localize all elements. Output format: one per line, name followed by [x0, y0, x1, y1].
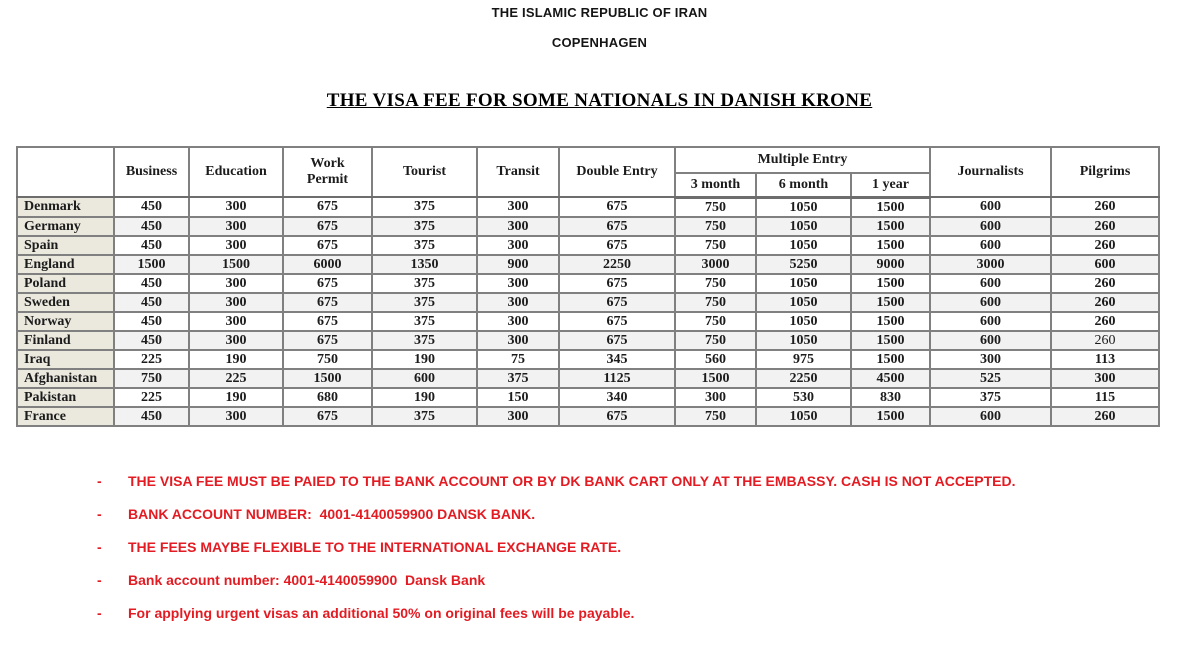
fee-cell: 450 [114, 293, 189, 312]
fee-cell: 450 [114, 331, 189, 350]
fee-cell: 1050 [756, 236, 851, 255]
fee-cell: 675 [283, 236, 372, 255]
fee-cell: 300 [189, 312, 283, 331]
note-text: BANK ACCOUNT NUMBER: 4001-4140059900 DANSK BANK. [128, 506, 536, 522]
fee-cell: 375 [372, 197, 477, 217]
table-row [17, 331, 1159, 350]
fee-cell: 530 [756, 388, 851, 407]
fee-cell: 1500 [189, 255, 283, 274]
fee-cell: 5250 [756, 255, 851, 274]
fee-cell: 300 [189, 331, 283, 350]
fee-cell: 750 [675, 236, 756, 255]
fee-cell: 300 [477, 197, 559, 217]
fee-cell: 190 [372, 350, 477, 369]
fee-cell: 1500 [851, 331, 930, 350]
country-cell: Sweden [17, 293, 114, 312]
country-cell: England [17, 255, 114, 274]
fee-cell: 260 [1051, 312, 1159, 331]
fee-cell: 1050 [756, 407, 851, 426]
fee-cell: 675 [559, 293, 675, 312]
fee-cell: 1500 [675, 369, 756, 388]
sub-header-6-month: 6 month [756, 173, 851, 197]
note-bank-account-lower [97, 572, 1016, 588]
table-row [17, 255, 1159, 274]
fee-cell: 3000 [675, 255, 756, 274]
fee-cell: 1125 [559, 369, 675, 388]
sub-header-1-year: 1 year [851, 173, 930, 197]
fee-cell: 375 [372, 274, 477, 293]
fee-cell: 1500 [851, 197, 930, 217]
fee-cell: 190 [189, 350, 283, 369]
fee-cell: 675 [283, 197, 372, 217]
fee-cell: 260 [1051, 197, 1159, 217]
fee-cell: 1500 [851, 407, 930, 426]
fee-cell: 300 [930, 350, 1051, 369]
fee-cell: 1050 [756, 312, 851, 331]
fee-cell: 300 [189, 197, 283, 217]
country-cell: Germany [17, 217, 114, 236]
col-header-journalists: Journalists [930, 147, 1051, 197]
fee-cell: 260 [1051, 331, 1159, 350]
fee-cell: 675 [559, 236, 675, 255]
fee-cell: 300 [189, 293, 283, 312]
fee-cell: 675 [559, 274, 675, 293]
note-bank-account-upper [97, 506, 1016, 522]
fee-cell: 750 [283, 350, 372, 369]
fee-cell: 830 [851, 388, 930, 407]
fee-cell: 225 [114, 388, 189, 407]
note-dash: - [97, 506, 102, 522]
fee-cell: 1050 [756, 274, 851, 293]
note-text: THE FEES MAYBE FLEXIBLE TO THE INTERNATIONAL EXCHANGE RATE. [128, 539, 622, 555]
col-header-work-permit [283, 147, 372, 197]
fee-cell: 560 [675, 350, 756, 369]
fee-cell: 600 [930, 274, 1051, 293]
corner-cell [17, 147, 114, 197]
work-permit-label: Work Permit [306, 155, 349, 187]
note-text: Bank account number: 4001-4140059900 Dansk Bank [128, 572, 486, 588]
fee-cell: 340 [559, 388, 675, 407]
table-row [17, 407, 1159, 426]
fee-cell: 1500 [283, 369, 372, 388]
fee-cell: 675 [559, 407, 675, 426]
fee-cell: 1500 [851, 350, 930, 369]
fee-cell: 300 [477, 293, 559, 312]
col-header-pilgrims: Pilgrims [1051, 147, 1159, 197]
country-cell: Pakistan [17, 388, 114, 407]
fee-cell: 600 [930, 312, 1051, 331]
visa-fee-table [16, 146, 1160, 427]
sub-header-3-month: 3 month [675, 173, 756, 197]
fee-cell: 375 [372, 312, 477, 331]
fee-cell: 675 [283, 407, 372, 426]
fee-cell: 375 [477, 369, 559, 388]
table-row [17, 312, 1159, 331]
fee-cell: 1050 [756, 217, 851, 236]
fee-cell: 260 [1051, 236, 1159, 255]
fee-cell: 675 [283, 331, 372, 350]
fee-cell: 300 [477, 236, 559, 255]
fee-cell: 225 [114, 350, 189, 369]
col-header-multiple-entry: Multiple Entry [675, 147, 930, 173]
note-text: For applying urgent visas an additional 50% on original fees will be payable. [128, 605, 635, 621]
fee-cell: 2250 [756, 369, 851, 388]
fee-cell: 300 [477, 407, 559, 426]
country-cell: Spain [17, 236, 114, 255]
fee-cell: 675 [283, 293, 372, 312]
table-row [17, 369, 1159, 388]
country-cell: Norway [17, 312, 114, 331]
fee-cell: 300 [675, 388, 756, 407]
fee-cell: 260 [1051, 293, 1159, 312]
country-cell: France [17, 407, 114, 426]
fee-cell: 675 [283, 312, 372, 331]
fee-cell: 750 [675, 331, 756, 350]
fee-cell: 675 [283, 274, 372, 293]
fee-cell: 600 [930, 293, 1051, 312]
fee-cell: 750 [675, 407, 756, 426]
fee-cell: 375 [372, 217, 477, 236]
country-cell: Afghanistan [17, 369, 114, 388]
fee-cell: 1050 [756, 293, 851, 312]
note-dash: - [97, 473, 102, 489]
fee-table-body [17, 197, 1159, 426]
fee-cell: 300 [477, 274, 559, 293]
fee-cell: 1500 [851, 236, 930, 255]
fee-cell: 345 [559, 350, 675, 369]
fee-cell: 750 [675, 197, 756, 217]
note-dash: - [97, 539, 102, 555]
fee-cell: 150 [477, 388, 559, 407]
city-title: COPENHAGEN [551, 35, 648, 50]
fee-cell: 675 [559, 312, 675, 331]
table-row [17, 197, 1159, 217]
fee-cell: 225 [189, 369, 283, 388]
fee-cell: 75 [477, 350, 559, 369]
fee-cell: 300 [477, 331, 559, 350]
fee-cell: 1500 [851, 274, 930, 293]
fee-cell: 113 [1051, 350, 1159, 369]
fee-cell: 900 [477, 255, 559, 274]
fee-cell: 260 [1051, 217, 1159, 236]
fee-cell: 975 [756, 350, 851, 369]
fee-cell: 600 [930, 236, 1051, 255]
col-header-double-entry: Double Entry [559, 147, 675, 197]
fee-cell: 450 [114, 197, 189, 217]
fee-cell: 3000 [930, 255, 1051, 274]
note-dash: - [97, 605, 102, 621]
fee-cell: 750 [675, 312, 756, 331]
note-exchange-rate [97, 539, 1016, 555]
fee-cell: 750 [114, 369, 189, 388]
fee-cell: 750 [675, 274, 756, 293]
fee-cell: 300 [189, 407, 283, 426]
fee-cell: 750 [675, 293, 756, 312]
fee-cell: 375 [372, 331, 477, 350]
table-row [17, 388, 1159, 407]
fee-cell: 675 [559, 331, 675, 350]
fee-cell: 300 [1051, 369, 1159, 388]
fee-cell: 1050 [756, 197, 851, 217]
fee-cell: 450 [114, 407, 189, 426]
table-row [17, 293, 1159, 312]
country-cell: Finland [17, 331, 114, 350]
fee-cell: 300 [477, 312, 559, 331]
country-cell: Iraq [17, 350, 114, 369]
fee-cell: 600 [930, 217, 1051, 236]
note-dash: - [97, 572, 102, 588]
fee-cell: 260 [1051, 407, 1159, 426]
fee-cell: 4500 [851, 369, 930, 388]
col-header-business: Business [114, 147, 189, 197]
fee-cell: 1500 [851, 293, 930, 312]
fee-cell: 190 [372, 388, 477, 407]
fee-cell: 2250 [559, 255, 675, 274]
fee-cell: 300 [189, 274, 283, 293]
country-cell: Poland [17, 274, 114, 293]
fee-cell: 115 [1051, 388, 1159, 407]
fee-cell: 675 [283, 217, 372, 236]
org-title: THE ISLAMIC REPUBLIC OF IRAN [491, 5, 708, 20]
fee-cell: 375 [930, 388, 1051, 407]
fee-cell: 675 [559, 217, 675, 236]
note-text: THE VISA FEE MUST BE PAIED TO THE BANK ACCOUNT OR BY DK BANK CART ONLY AT THE EMBASSY. CASH IS NOT ACCEPTED. [128, 473, 1016, 489]
fee-cell: 300 [189, 217, 283, 236]
fee-cell: 6000 [283, 255, 372, 274]
fee-cell: 600 [372, 369, 477, 388]
fee-cell: 600 [930, 407, 1051, 426]
fee-cell: 260 [1051, 274, 1159, 293]
fee-cell: 375 [372, 293, 477, 312]
note-urgent-visa [97, 605, 1016, 621]
fee-cell: 375 [372, 407, 477, 426]
fee-cell: 750 [675, 217, 756, 236]
fee-cell: 300 [189, 236, 283, 255]
col-header-transit: Transit [477, 147, 559, 197]
table-row [17, 274, 1159, 293]
col-header-tourist: Tourist [372, 147, 477, 197]
country-cell: Denmark [17, 197, 114, 217]
fee-cell: 190 [189, 388, 283, 407]
fee-cell: 450 [114, 274, 189, 293]
fee-cell: 1350 [372, 255, 477, 274]
fee-cell: 600 [930, 197, 1051, 217]
fee-cell: 600 [1051, 255, 1159, 274]
table-row [17, 350, 1159, 369]
page-title: THE VISA FEE FOR SOME NATIONALS IN DANISH KRONE [326, 90, 873, 111]
fee-cell: 675 [559, 197, 675, 217]
fee-cell: 1500 [851, 217, 930, 236]
fee-cell: 1500 [851, 312, 930, 331]
fee-cell: 300 [477, 217, 559, 236]
fee-cell: 1050 [756, 331, 851, 350]
fee-cell: 525 [930, 369, 1051, 388]
fee-cell: 9000 [851, 255, 930, 274]
fee-cell: 680 [283, 388, 372, 407]
fee-cell: 450 [114, 217, 189, 236]
fee-cell: 600 [930, 331, 1051, 350]
col-header-education: Education [189, 147, 283, 197]
table-row [17, 236, 1159, 255]
fee-cell: 450 [114, 312, 189, 331]
fee-cell: 1500 [114, 255, 189, 274]
fee-cell: 450 [114, 236, 189, 255]
table-row [17, 217, 1159, 236]
fee-cell: 375 [372, 236, 477, 255]
note-payment [97, 473, 1016, 489]
notes-list [97, 473, 1016, 621]
